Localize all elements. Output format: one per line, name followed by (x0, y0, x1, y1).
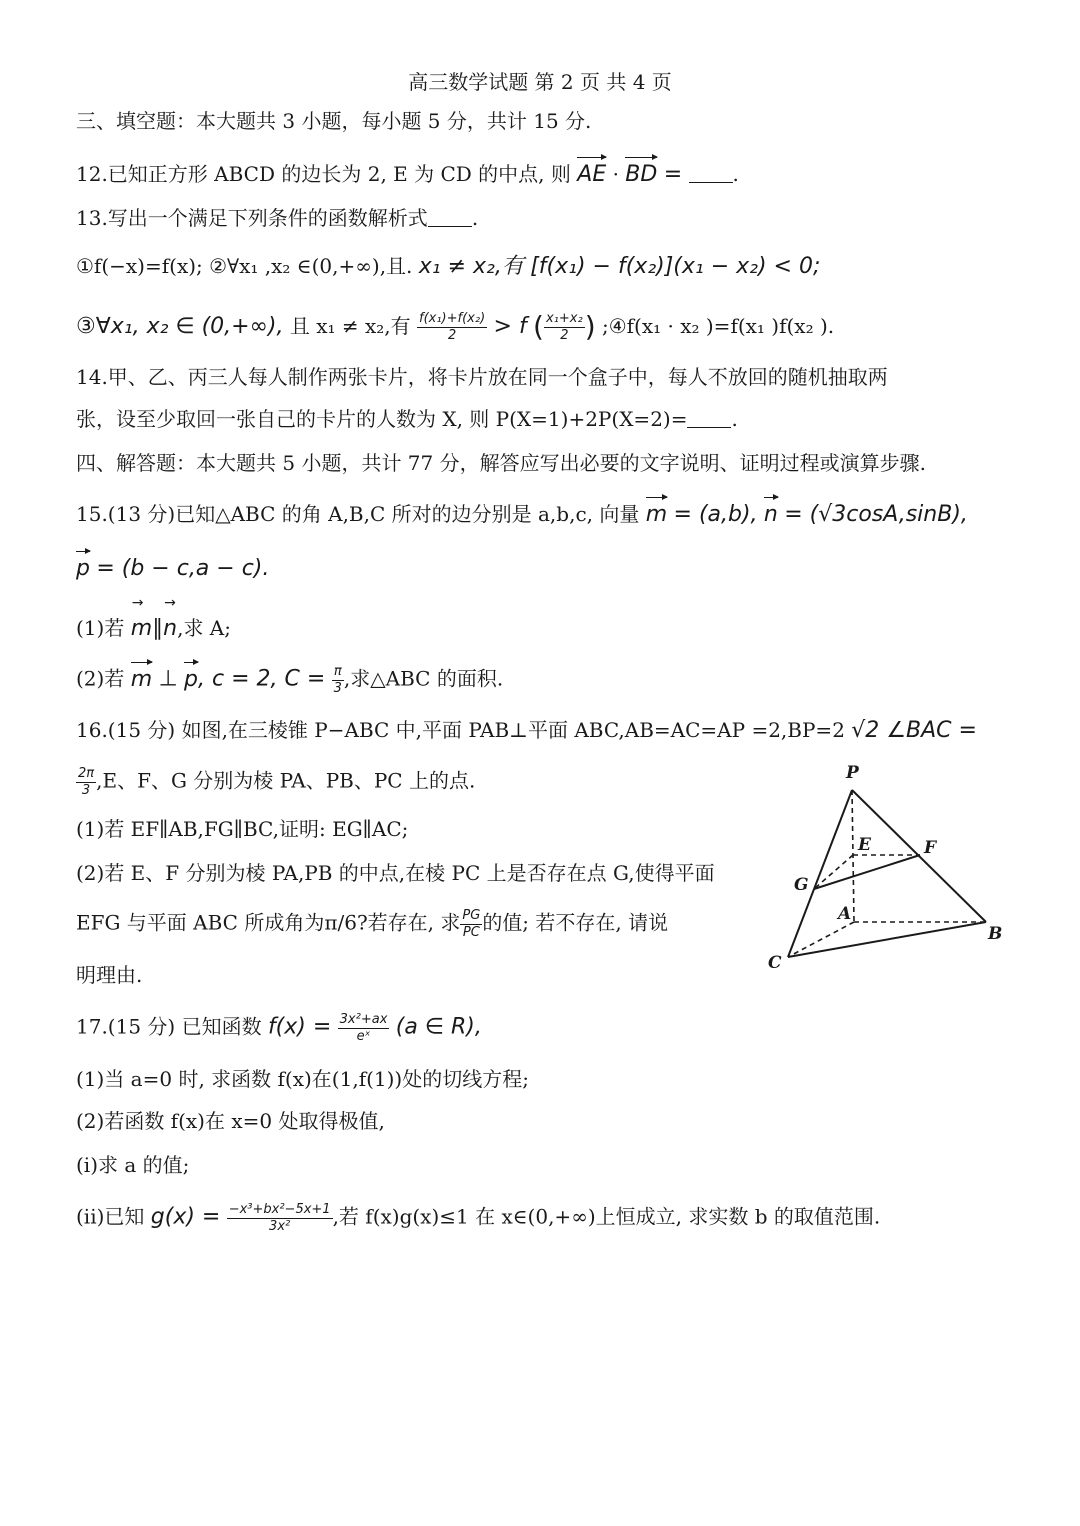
q17-part2-ii (76, 1202, 1020, 1234)
q15-vector-n: n (764, 500, 778, 530)
q16-part2-line3: 明理由. (76, 963, 143, 987)
q16-part1: (1)若 EF∥AB,FG∥BC,证明: EG∥AC; (76, 817, 409, 841)
q17-gx: g(x) = (150, 1204, 221, 1230)
q13-conditions-line1 (76, 252, 1020, 282)
edge-pc (788, 790, 852, 957)
q13-frac2-numerator: x₁+x₂ (545, 311, 583, 327)
q15-part1 (76, 614, 1020, 644)
q14-end: . (731, 407, 738, 431)
q15-n-value: = (√3cosA,sinB), (784, 502, 968, 527)
q15-vector-m: m (646, 500, 667, 530)
q17-g-fraction (227, 1202, 333, 1234)
q13-frac1-numerator: f(x₁)+f(x₂) (419, 311, 486, 327)
q13-cond3-c: > f (493, 314, 527, 339)
label-b: B (988, 924, 1003, 944)
q15-frac-numerator: π (332, 664, 344, 681)
q17-part2-i: (i)求 a 的值; (76, 1153, 190, 1177)
page-header: 高三数学试题 第 2 页 共 4 页 (408, 70, 672, 94)
q15-m-value: = (a,b), (673, 502, 758, 527)
q16-part2-text-a: EFG 与平面 ABC 所成角为π/6?若存在, 求 (76, 910, 461, 935)
q15-part2 (76, 664, 1020, 696)
q15-part2-fraction (332, 664, 344, 696)
tetrahedron-figure (758, 752, 1018, 982)
q16-pg-numerator: PG (462, 908, 481, 923)
label-a: A (838, 904, 852, 924)
q15-part1-m: → m (131, 614, 152, 644)
q13-fraction-2 (544, 311, 585, 343)
question-16 (76, 716, 1020, 746)
q16-pc-denominator: PC (462, 924, 480, 940)
q12-text: 12.已知正方形 ABCD 的边长为 2, E 为 CD 的中点, 则 (76, 162, 571, 186)
label-e: E (858, 835, 871, 855)
edge-cb (788, 922, 986, 957)
q16-frac-denominator: 3 (81, 782, 91, 798)
q13-fraction-1 (417, 311, 487, 343)
q13-frac2-denominator: 2 (560, 328, 569, 343)
q17-part2: (2)若函数 f(x)在 x=0 处取得极值, (76, 1109, 385, 1133)
q15-part1-tail: ,求 A; (177, 616, 231, 640)
label-f: F (924, 838, 937, 858)
q16-part2-text-b: 的值; 若不存在, 请说 (482, 910, 669, 935)
q17-fraction (338, 1012, 390, 1044)
q15-part2-label: (2)若 (76, 666, 125, 691)
q13-cond1-c: [f(x₁) − f(x₂)](x₁ − x₂) < 0; (530, 254, 821, 279)
q12-vector-ae: AE (577, 160, 606, 190)
q15-part2-m: m (131, 665, 152, 695)
q14-answer-blank (687, 409, 731, 428)
q15-part2-tail: ,求△ABC 的面积. (343, 666, 504, 691)
q17-part2-ii-tail: ,若 f(x)g(x)≤1 在 x∈(0,+∞)上恒成立, 求实数 b 的取值范围. (332, 1204, 881, 1229)
q17-part1: (1)当 a=0 时, 求函数 f(x)在(1,f(1))处的切线方程; (76, 1067, 529, 1091)
q16-pg-pc-fraction (460, 908, 482, 940)
q15-part1-label: (1)若 (76, 616, 125, 640)
section3-title: 三、填空题：本大题共 3 小题，每小题 5 分，共计 15 分. (76, 109, 592, 133)
q12-dot: · (612, 162, 619, 186)
edge-gf (814, 855, 920, 889)
q17-text: 17.(15 分) 已知函数 (76, 1014, 262, 1039)
q13-frac1-denominator: 2 (447, 328, 457, 343)
q13-text: 13.写出一个满足下列条件的函数解析式 (76, 206, 428, 230)
question-15 (76, 500, 1020, 530)
question-13 (76, 205, 1020, 232)
q13-cond1-b: x₁ ≠ x₂,有 (418, 254, 524, 279)
q17-fx: f(x) = (267, 1014, 332, 1040)
q12-vector-bd: BD (625, 160, 657, 190)
q13-cond4: ;④f(x₁ · x₂ )=f(x₁ )f(x₂ ). (601, 314, 835, 338)
q17-g-denominator: 3x² (269, 1218, 291, 1234)
section4-title: 四、解答题：本大题共 5 小题，共计 77 分，解答应写出必要的文字说明、证明过程或演算步骤. (76, 451, 926, 475)
q15-vector-p: p (76, 554, 90, 584)
q17-domain: (a ∈ R), (395, 1014, 482, 1040)
q15-part2-conditions: , c = 2, C = (198, 666, 326, 692)
q17-g-numerator: −x³+bx²−5x+1 (228, 1202, 331, 1217)
q13-cond1-a: ①f(−x)=f(x); ②∀x₁ ,x₂ ∈(0,+∞),且. (76, 254, 413, 278)
q15-p-value: = (b − c,a − c). (96, 556, 270, 581)
q15-part1-n: → n (163, 614, 177, 644)
question-14 (76, 406, 1020, 433)
label-g: G (794, 875, 809, 895)
q15-part2-p: p (184, 665, 198, 695)
q13-end: . (471, 206, 479, 230)
q15-perp-symbol: ⊥ (158, 666, 178, 692)
q15-text: 15.(13 分)已知△ABC 的角 A,B,C 所对的边分别是 a,b,c, 向量 (76, 502, 640, 526)
q16-line1: 16.(15 分) 如图,在三棱锥 P−ABC 中,平面 PAB⊥平面 ABC,AB=AC=AP =2,BP=2 (76, 718, 845, 742)
question-12: 12.已知正方形 ABCD 的边长为 2, E 为 CD 的中点, 则 AE · BD = . (76, 160, 1020, 190)
label-c: C (768, 953, 782, 973)
q14-line2: 张，设至少取回一张自己的卡片的人数为 X, 则 P(X=1)+2P(X=2)= (76, 407, 688, 431)
q13-cond3-a: ③∀x₁, x₂ ∈ (0,+∞), (76, 314, 284, 339)
q14-line1: 14.甲、乙、丙三人每人制作两张卡片，将卡片放在同一个盒子中，每人不放回的随机抽取两 (76, 365, 888, 389)
question-17 (76, 1012, 1020, 1044)
q13-cond3-b: 且 x₁ ≠ x₂,有 (289, 314, 411, 338)
q16-frac-numerator: 2π (78, 766, 95, 781)
q17-frac-numerator: 3x²+ax (339, 1012, 388, 1027)
q12-answer-blank (689, 164, 733, 183)
q13-conditions-line2: ③∀x₁, x₂ ∈ (0,+∞), 且 x₁ ≠ x₂,有 $\frac{\text{f(x₁)+f(x₂)}}{2}$ > f ( $\frac{\text{x₁+x₂}}{2}$ ) ;④f(x₁ · x₂ )=f(x₁ )f(x₂ ). (76, 310, 835, 343)
q15-p-line (76, 554, 1020, 584)
q13-answer-blank (428, 208, 472, 227)
label-p: P (846, 763, 859, 783)
q12-equals: = (663, 162, 683, 187)
q15-frac-denominator: 3 (333, 680, 342, 696)
q15-parallel-symbol: ∥ (152, 616, 164, 641)
q16-angle-math: √2 ∠BAC = (851, 718, 977, 743)
q17-frac-denominator: eˣ (356, 1028, 371, 1044)
q17-part2-ii-label: (ii)已知 (76, 1204, 145, 1229)
q16-angle-fraction (76, 766, 96, 798)
q16-part2-line1: (2)若 E、F 分别为棱 PA,PB 的中点,在棱 PC 上是否存在点 G,使得平面 (76, 861, 715, 885)
q16-line2-text: ,E、F、G 分别为棱 PA、PB、PC 上的点. (96, 768, 476, 793)
